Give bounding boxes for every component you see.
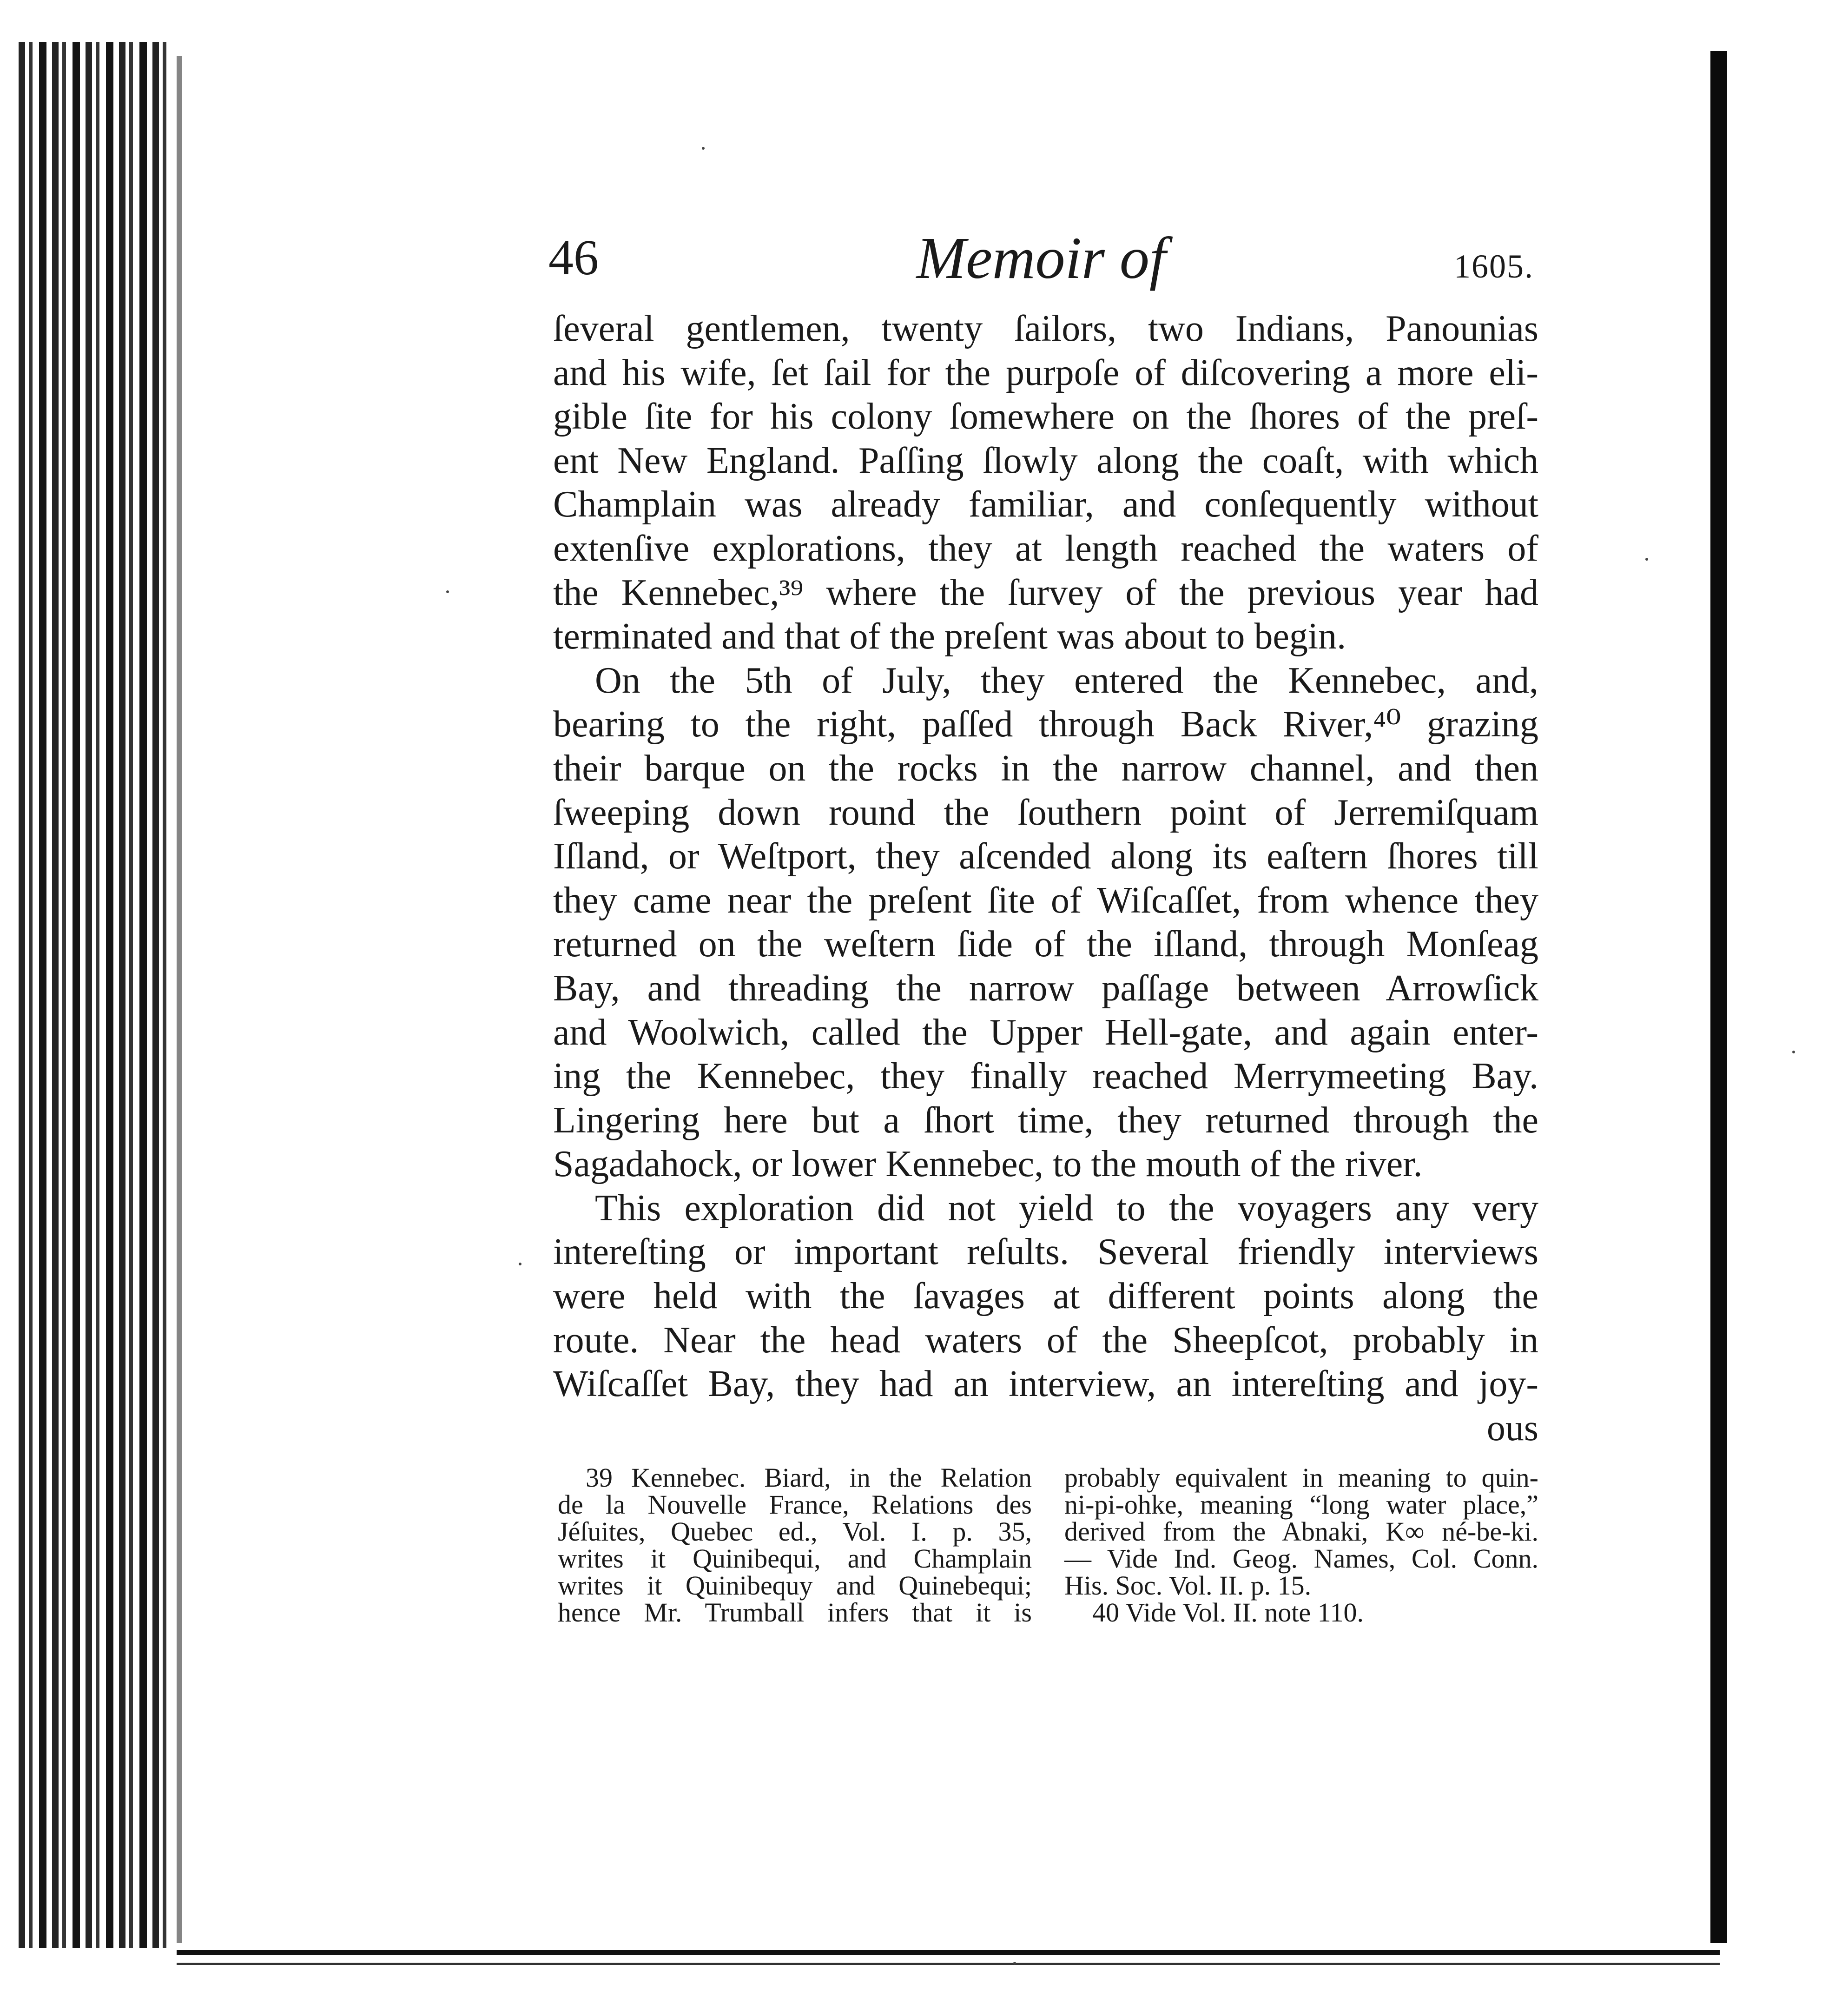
scan-speck bbox=[1792, 1051, 1795, 1053]
text-line: were held with the ſavages at different points along the bbox=[553, 1276, 1538, 1317]
text-line: intereſting or important reſults. Several friendly interviews bbox=[553, 1231, 1538, 1273]
footnote-line: writes it Quinibequy and Quinebequi; bbox=[558, 1570, 1032, 1601]
text-line: and Woolwich, called the Upper Hell-gate, and again enter- bbox=[553, 1012, 1538, 1053]
page-edge-right-artifact bbox=[1710, 51, 1727, 1943]
footnote-column-left bbox=[558, 1464, 1032, 1626]
text-line: terminated and that of the preſent was about to begin. bbox=[553, 616, 1346, 657]
page-year: 1605. bbox=[1454, 248, 1534, 285]
page-edge-left-line bbox=[177, 56, 182, 1943]
text-line: ſweeping down round the ſouthern point of Jerremiſquam bbox=[553, 792, 1538, 833]
paragraph-start: This exploration did not yield to the voyagers any very bbox=[595, 1187, 1538, 1229]
footnote-line: — Vide Ind. Geog. Names, Col. Conn. bbox=[1064, 1543, 1538, 1574]
footnote-line: hence Mr. Trumball infers that it is bbox=[558, 1597, 1032, 1628]
text-line: bearing to the right, paſſed through Back River,⁴⁰ grazing bbox=[553, 704, 1538, 745]
footnote-line: His. Soc. Vol. II. p. 15. bbox=[1064, 1570, 1312, 1601]
footnote-line: 39 Kennebec. Biard, in the Relation bbox=[586, 1462, 1032, 1493]
text-line: Sagadahock, or lower Kennebec, to the mouth of the river. bbox=[553, 1144, 1423, 1185]
text-line: Bay, and threading the narrow paſſage between Arrowſick bbox=[553, 967, 1538, 1009]
page-edge-left-artifact bbox=[19, 42, 172, 1948]
text-line: and his wife, ſet ſail for the purpoſe of diſcovering a more eli- bbox=[553, 352, 1538, 393]
footnotes bbox=[558, 1464, 1543, 1636]
text-line: Lingering here but a ſhort time, they returned through the bbox=[553, 1099, 1538, 1141]
footnote-line: writes it Quinibequi, and Champlain bbox=[558, 1543, 1032, 1574]
scan-speck bbox=[702, 147, 705, 150]
text-line: Wiſcaſſet Bay, they had an interview, an intereſting and joy- bbox=[553, 1363, 1538, 1405]
body-text bbox=[553, 307, 1538, 1450]
text-line: the Kennebec,³⁹ where the ſurvey of the previous year had bbox=[553, 572, 1538, 613]
footnote-line: 40 Vide Vol. II. note 110. bbox=[1092, 1597, 1364, 1628]
footnote-line: probably equivalent in meaning to quin- bbox=[1064, 1462, 1538, 1493]
scan-speck bbox=[1013, 1962, 1016, 1965]
page-number: 46 bbox=[548, 230, 599, 285]
catchword: ous bbox=[1486, 1407, 1538, 1449]
scan-speck bbox=[1645, 558, 1648, 561]
page-edge-bottom-line bbox=[177, 1963, 1720, 1965]
footnote-line: Jéſuites, Quebec ed., Vol. I. p. 35, bbox=[558, 1516, 1032, 1547]
text-line: Iſland, or Weſtport, they aſcended along its eaſtern ſhores till bbox=[553, 836, 1538, 877]
page-edge-bottom-artifact bbox=[177, 1950, 1720, 1955]
text-line: Champlain was already familiar, and conſequently without bbox=[553, 484, 1538, 525]
running-title: Memoir of bbox=[916, 225, 1166, 291]
paragraph-start: On the 5th of July, they entered the Kennebec, and, bbox=[595, 660, 1538, 701]
text-line: returned on the weſtern ſide of the iſland, through Monſeag bbox=[553, 924, 1538, 965]
text-line: their barque on the rocks in the narrow channel, and then bbox=[553, 748, 1538, 789]
text-line: extenſive explorations, they at length reached the waters of bbox=[553, 528, 1538, 569]
text-line: ing the Kennebec, they finally reached Merrymeeting Bay. bbox=[553, 1056, 1538, 1097]
text-line: ſeveral gentlemen, twenty ſailors, two Indians, Panounias bbox=[553, 308, 1538, 349]
footnote-line: de la Nouvelle France, Relations des bbox=[558, 1489, 1032, 1520]
running-header bbox=[548, 218, 1534, 298]
text-line: they came near the preſent ſite of Wiſcaſſet, from whence they bbox=[553, 880, 1538, 921]
footnote-line: ni-pi-ohke, meaning “long water place,” bbox=[1064, 1489, 1538, 1520]
text-line: gible ſite for his colony ſomewhere on the ſhores of the preſ- bbox=[553, 396, 1538, 437]
scan-speck bbox=[519, 1263, 521, 1265]
footnote-column-right bbox=[1064, 1464, 1538, 1626]
scan-speck bbox=[446, 590, 449, 593]
footnote-line: derived from the Abnaki, K∞ né-be-ki. bbox=[1064, 1516, 1538, 1547]
text-line: ent New England. Paſſing ſlowly along the coaſt, with which bbox=[553, 440, 1538, 481]
text-line: route. Near the head waters of the Sheepſcot, probably in bbox=[553, 1319, 1538, 1361]
